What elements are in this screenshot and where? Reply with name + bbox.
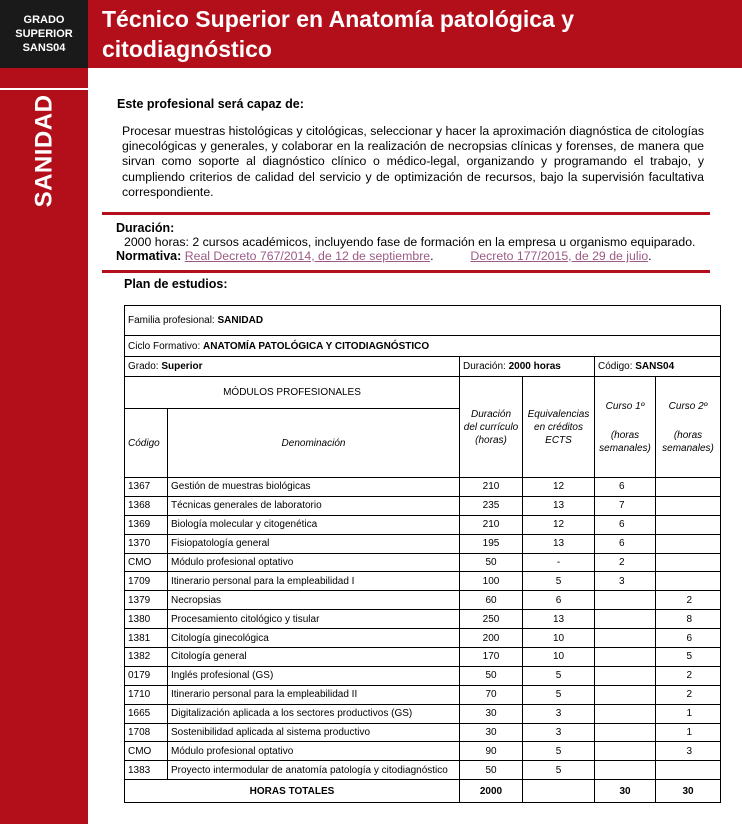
module-ects: 13 xyxy=(523,610,595,629)
sidebar-family-wrapper xyxy=(6,86,82,216)
module-ects: 10 xyxy=(523,629,595,648)
module-code: 1369 xyxy=(125,515,168,534)
section-divider-2 xyxy=(102,270,710,273)
totals-row xyxy=(125,780,721,803)
codigo-label: Código: xyxy=(598,361,636,372)
module-ects: 13 xyxy=(523,496,595,515)
totals-label: HORAS TOTALES xyxy=(125,780,460,803)
module-curso2: 8 xyxy=(656,610,721,629)
title-banner xyxy=(88,0,742,68)
module-ects: - xyxy=(523,553,595,572)
familia-row xyxy=(125,306,721,336)
module-code: 1665 xyxy=(125,704,168,723)
grado-line-1: GRADO xyxy=(23,14,65,26)
module-curso2: 3 xyxy=(656,742,721,761)
module-code: 1383 xyxy=(125,761,168,780)
module-ects: 5 xyxy=(523,742,595,761)
module-code: 1382 xyxy=(125,648,168,667)
module-code: 1709 xyxy=(125,572,168,591)
grado-line-2: SUPERIOR xyxy=(15,28,73,40)
module-name: Sostenibilidad aplicada al sistema productivo xyxy=(168,723,460,742)
module-hours: 50 xyxy=(460,553,523,572)
module-hours: 50 xyxy=(460,761,523,780)
module-curso1: 6 xyxy=(595,515,656,534)
ciclo-label: Ciclo Formativo: xyxy=(128,340,204,352)
module-row xyxy=(125,478,721,497)
module-ects: 5 xyxy=(523,761,595,780)
module-curso1 xyxy=(595,610,656,629)
module-code: CMO xyxy=(125,742,168,761)
module-hours: 100 xyxy=(460,572,523,591)
module-curso2: 2 xyxy=(656,591,721,610)
col-duracion-header: Duración del currículo (horas) xyxy=(460,377,523,478)
module-curso2: 5 xyxy=(656,648,721,667)
module-name: Fisiopatología general xyxy=(168,534,460,553)
module-name: Necropsias xyxy=(168,591,460,610)
module-row xyxy=(125,704,721,723)
module-code: 1368 xyxy=(125,496,168,515)
module-curso1 xyxy=(595,629,656,648)
module-curso1 xyxy=(595,742,656,761)
study-plan-table xyxy=(124,305,721,803)
duracion-value: 2000 horas xyxy=(508,361,561,372)
module-name: Procesamiento citológico y tisular xyxy=(168,610,460,629)
module-row xyxy=(125,534,721,553)
module-code: 0179 xyxy=(125,666,168,685)
plan-heading: Plan de estudios: xyxy=(124,277,228,291)
module-name: Citología general xyxy=(168,648,460,667)
module-hours: 60 xyxy=(460,591,523,610)
curso1-sub: (horas semanales) xyxy=(599,429,651,454)
module-name: Digitalización aplicada a los sectores productivos (GS) xyxy=(168,704,460,723)
module-hours: 210 xyxy=(460,478,523,497)
module-row xyxy=(125,666,721,685)
module-curso1: 6 xyxy=(595,478,656,497)
module-name: Técnicas generales de laboratorio xyxy=(168,496,460,515)
family-sidebar xyxy=(0,68,88,824)
page-title: Técnico Superior en Anatomía patológica y citodiagnóstico xyxy=(102,6,575,62)
module-row xyxy=(125,591,721,610)
module-hours: 30 xyxy=(460,723,523,742)
module-curso1 xyxy=(595,685,656,704)
grado-row xyxy=(125,357,721,377)
normativa-link-rd[interactable]: Real Decreto 767/2014, de 12 de septiembre xyxy=(184,249,431,263)
curso1-title: Curso 1º xyxy=(605,400,645,412)
totals-ects xyxy=(523,780,595,803)
module-curso2 xyxy=(656,572,721,591)
totals-curso2: 30 xyxy=(656,780,721,803)
codigo-value: SANS04 xyxy=(635,361,675,372)
familia-value: SANIDAD xyxy=(217,315,264,326)
module-code: 1710 xyxy=(125,685,168,704)
module-curso2 xyxy=(656,553,721,572)
module-code: 1708 xyxy=(125,723,168,742)
module-ects: 13 xyxy=(523,534,595,553)
module-hours: 235 xyxy=(460,496,523,515)
module-row xyxy=(125,515,721,534)
module-row xyxy=(125,572,721,591)
module-curso2 xyxy=(656,478,721,497)
module-row xyxy=(125,685,721,704)
duration-text: 2000 horas: 2 cursos académicos, incluyendo fase de formación en la empresa u organismo equiparado. xyxy=(124,235,696,249)
module-hours: 200 xyxy=(460,629,523,648)
module-code: 1380 xyxy=(125,610,168,629)
module-curso1: 7 xyxy=(595,496,656,515)
module-name: Gestión de muestras biológicas xyxy=(168,478,460,497)
module-curso2 xyxy=(656,496,721,515)
grado-value: Superior xyxy=(161,361,203,372)
module-hours: 250 xyxy=(460,610,523,629)
module-row xyxy=(125,742,721,761)
module-curso1 xyxy=(595,666,656,685)
module-code: 1370 xyxy=(125,534,168,553)
module-curso2: 2 xyxy=(656,685,721,704)
totals-hours: 2000 xyxy=(460,780,523,803)
module-name: Citología ginecológica xyxy=(168,629,460,648)
module-curso1 xyxy=(595,591,656,610)
module-curso1: 6 xyxy=(595,534,656,553)
module-hours: 170 xyxy=(460,648,523,667)
col-ects-header: Equivalencias en créditos ECTS xyxy=(523,377,595,478)
module-row xyxy=(125,648,721,667)
module-name: Itinerario personal para la empleabilidad I xyxy=(168,572,460,591)
module-name: Itinerario personal para la empleabilidad II xyxy=(168,685,460,704)
module-name: Proyecto intermodular de anatomía patología y citodiagnóstico xyxy=(168,761,460,780)
module-row xyxy=(125,629,721,648)
module-code: 1381 xyxy=(125,629,168,648)
module-ects: 5 xyxy=(523,666,595,685)
module-code: 1367 xyxy=(125,478,168,497)
module-ects: 12 xyxy=(523,478,595,497)
module-curso1 xyxy=(595,704,656,723)
module-ects: 12 xyxy=(523,515,595,534)
module-hours: 195 xyxy=(460,534,523,553)
col-codigo-header: Código xyxy=(125,409,168,478)
module-hours: 210 xyxy=(460,515,523,534)
ciclo-row xyxy=(125,336,721,357)
normativa-line: Normativa: Real Decreto 767/2014, de 12 de septiembre. Decreto 177/2015, de 29 de julio. xyxy=(116,249,652,263)
module-ects: 3 xyxy=(523,723,595,742)
module-row xyxy=(125,496,721,515)
module-hours: 30 xyxy=(460,704,523,723)
ciclo-value: ANATOMÍA PATOLÓGICA Y CITODIAGNÓSTICO xyxy=(203,340,430,352)
totals-curso1: 30 xyxy=(595,780,656,803)
module-row xyxy=(125,553,721,572)
module-name: Módulo profesional optativo xyxy=(168,742,460,761)
normativa-label: Normativa: xyxy=(116,249,182,263)
profile-heading: Este profesional será capaz de: xyxy=(117,97,304,111)
col-denominacion-header: Denominación xyxy=(168,409,460,478)
module-curso2: 2 xyxy=(656,666,721,685)
module-curso2 xyxy=(656,761,721,780)
module-ects: 6 xyxy=(523,591,595,610)
module-curso1 xyxy=(595,648,656,667)
module-curso2: 1 xyxy=(656,704,721,723)
module-ects: 3 xyxy=(523,704,595,723)
grado-label: Grado: xyxy=(128,361,162,372)
module-name: Inglés profesional (GS) xyxy=(168,666,460,685)
module-row xyxy=(125,761,721,780)
curso2-title: Curso 2º xyxy=(668,400,708,412)
duracion-label: Duración: xyxy=(463,361,509,372)
module-ects: 5 xyxy=(523,572,595,591)
module-curso1: 2 xyxy=(595,553,656,572)
module-row xyxy=(125,610,721,629)
curso2-sub: (horas semanales) xyxy=(662,429,714,454)
grado-badge xyxy=(0,0,88,68)
module-curso2 xyxy=(656,515,721,534)
module-curso1: 3 xyxy=(595,572,656,591)
module-ects: 10 xyxy=(523,648,595,667)
profile-description: Procesar muestras histológicas y citológicas, seleccionar y hacer la aproximación diagnóstica de citologías ginecológicas y generales, y colaborar en la realización de necropsias clínicas y forenses, de manera que sirvan como soporte al diagnóstico clínico o médico-legal, organizando y programando el trabajo, y cumpliendo criterios de calidad del servicio y de optimización de recursos, bajo la supervisión facultativa correspondiente. xyxy=(122,124,704,199)
module-row xyxy=(125,723,721,742)
col-curso1-header xyxy=(595,377,656,478)
module-curso2: 1 xyxy=(656,723,721,742)
normativa-link-decreto[interactable]: Decreto 177/2015, de 29 de julio xyxy=(470,249,649,263)
module-hours: 90 xyxy=(460,742,523,761)
modulos-header: MÓDULOS PROFESIONALES xyxy=(125,377,460,409)
section-divider-1 xyxy=(102,212,710,215)
col-curso2-header xyxy=(656,377,721,478)
module-curso1 xyxy=(595,761,656,780)
module-ects: 5 xyxy=(523,685,595,704)
module-curso2 xyxy=(656,534,721,553)
module-rows xyxy=(125,478,721,780)
module-code: CMO xyxy=(125,553,168,572)
grado-line-3: SANS04 xyxy=(22,42,66,54)
sidebar-family-label: SANIDAD xyxy=(30,94,57,208)
duration-label: Duración: xyxy=(116,221,175,235)
header-row-1 xyxy=(125,377,721,409)
familia-label: Familia profesional: xyxy=(128,315,218,326)
module-name: Biología molecular y citogenética xyxy=(168,515,460,534)
module-curso1 xyxy=(595,723,656,742)
module-name: Módulo profesional optativo xyxy=(168,553,460,572)
module-code: 1379 xyxy=(125,591,168,610)
module-hours: 50 xyxy=(460,666,523,685)
module-hours: 70 xyxy=(460,685,523,704)
module-curso2: 6 xyxy=(656,629,721,648)
